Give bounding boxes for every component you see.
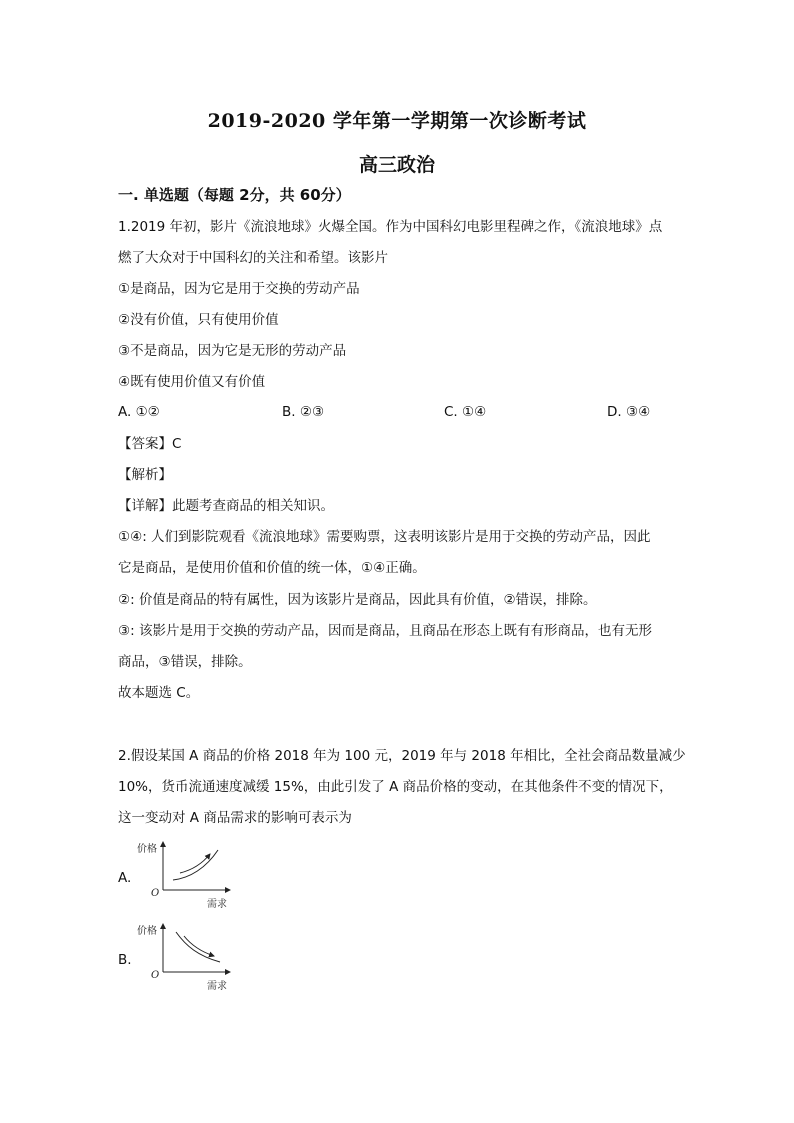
exam-title: 2019-2020 学年第一学期第一次诊断考试 bbox=[207, 110, 587, 132]
q2-option-b-graph bbox=[118, 920, 248, 994]
q2-stem-line2: 10%，货币流通速度减缓 15%，由此引发了 A 商品价格的变动，在其他条件不变的情况下， bbox=[118, 779, 673, 795]
q2-option-a-origin: O bbox=[151, 888, 160, 899]
q1-option-b: B. ②③ bbox=[282, 404, 325, 420]
q1-analysis-label: 【解析】 bbox=[118, 467, 172, 483]
q1-explanation-1-line2: 它是商品，是使用价值和价值的统一体，①④正确。 bbox=[118, 560, 426, 576]
q2-option-b-label: B. bbox=[118, 952, 132, 968]
q2-option-b-origin: O bbox=[151, 970, 160, 981]
q1-detail: 【详解】此题考查商品的相关知识。 bbox=[118, 498, 334, 514]
q2-option-a-xlabel: 需求 bbox=[207, 899, 227, 910]
q2-option-a-chart bbox=[118, 838, 248, 912]
q2-option-a-ylabel: 价格 bbox=[137, 844, 157, 855]
q1-explanation-3-line2: 商品，③错误，排除。 bbox=[118, 654, 252, 670]
q1-explanation-3-line1: ③: 该影片是用于交换的劳动产品，因而是商品，且商品在形态上既有有形商品，也有无形 bbox=[118, 623, 652, 639]
q2-option-a-graph bbox=[118, 838, 248, 912]
q2-option-a-label: A. bbox=[118, 870, 132, 886]
q1-stem-line2: 燃了大众对于中国科幻的关注和希望。该影片 bbox=[118, 250, 388, 266]
q1-stem-line1: 1.2019 年初，影片《流浪地球》火爆全国。作为中国科幻电影里程碑之作，《流浪地球》点 bbox=[118, 219, 663, 235]
q1-option-a: A. ①② bbox=[118, 404, 160, 420]
section-heading: 一. 单选题（每题 2分，共 60分） bbox=[118, 186, 351, 204]
q1-item-4: ④既有使用价值又有价值 bbox=[118, 374, 266, 390]
q1-option-d: D. ③④ bbox=[607, 404, 651, 420]
q1-option-c: C. ①④ bbox=[444, 404, 487, 420]
q2-option-a-curve bbox=[173, 850, 218, 880]
q2-stem-line3: 这一变动对 A 商品需求的影响可表示为 bbox=[118, 810, 352, 826]
q2-option-b-ylabel: 价格 bbox=[137, 926, 157, 937]
q2-option-a-arrow bbox=[180, 854, 210, 873]
q1-item-2: ②没有价值，只有使用价值 bbox=[118, 312, 279, 328]
q2-option-b-chart bbox=[118, 920, 248, 994]
exam-subject: 高三政治 bbox=[358, 154, 435, 176]
q1-explanation-1-line1: ①④: 人们到影院观看《流浪地球》需要购票，这表明该影片是用于交换的劳动产品，因此 bbox=[118, 529, 651, 545]
q1-answer: 【答案】C bbox=[118, 436, 182, 452]
q2-option-b-xlabel: 需求 bbox=[207, 981, 227, 992]
q1-conclusion: 故本题选 C。 bbox=[118, 685, 200, 701]
q1-item-3: ③不是商品，因为它是无形的劳动产品 bbox=[118, 343, 347, 359]
q2-option-b-curve bbox=[176, 932, 220, 962]
q1-item-1: ①是商品，因为它是用于交换的劳动产品 bbox=[118, 281, 360, 297]
q2-stem-line1: 2.假设某国 A 商品的价格 2018 年为 100 元，2019 年与 2018 年相比，全社会商品数量减少 bbox=[118, 748, 686, 764]
q1-explanation-2: ②: 价值是商品的特有属性，因为该影片是商品，因此具有价值，②错误，排除。 bbox=[118, 592, 597, 608]
